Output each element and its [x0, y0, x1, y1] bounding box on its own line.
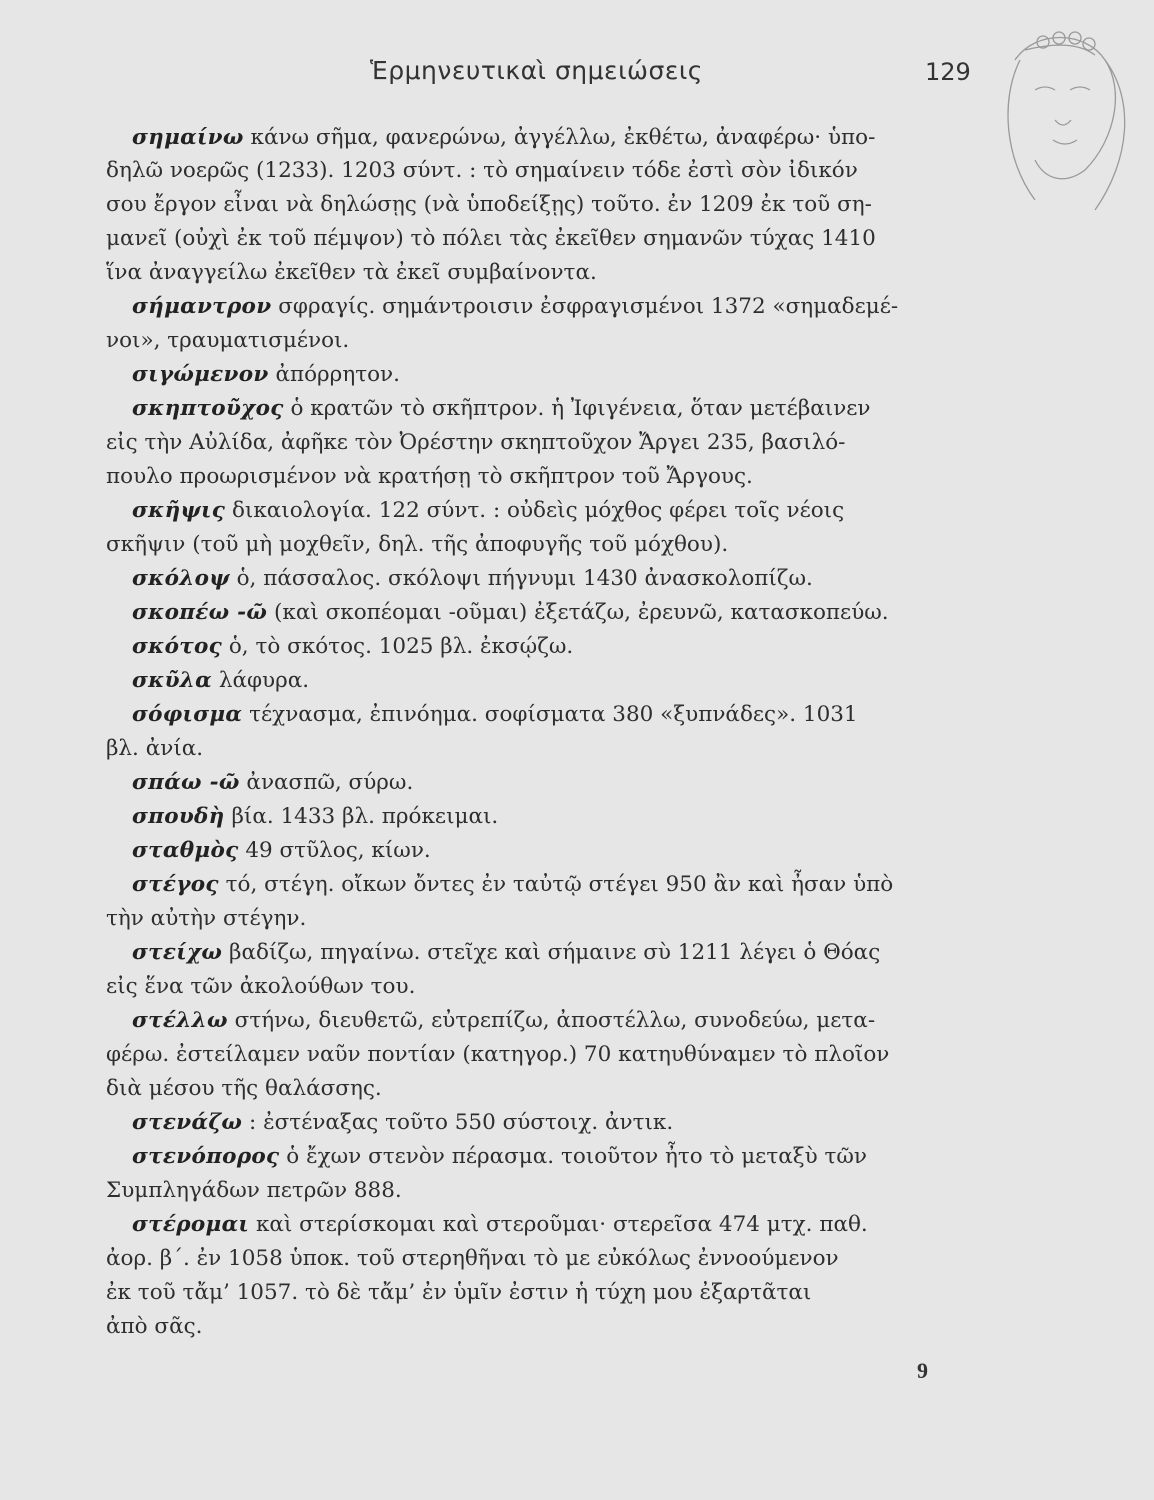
glossary-continuation-line	[106, 1312, 1006, 1342]
headword: στενόπορος	[132, 1144, 280, 1169]
headword: σήμαντρον	[132, 294, 272, 319]
glossary-entry-line	[132, 292, 1032, 322]
entry-text: λάφυρα.	[212, 668, 310, 693]
headword: σπουδὴ	[132, 804, 225, 829]
entry-text: τέχνασμα, ἐπινόημα. σοφίσματα 380 «ξυπνάδες». 1031	[242, 702, 858, 727]
glossary-continuation-line	[106, 156, 1006, 186]
glossary-entry-line	[132, 666, 1032, 696]
glossary-entry-line	[132, 360, 1032, 390]
entry-text: κάνω σῆμα, φανερώνω, ἀγγέλλω, ἐκθέτω, ἀναφέρω· ὑπο-	[243, 125, 876, 150]
headword: σταθμὸς	[132, 838, 239, 863]
glossary-entry-line	[132, 598, 1032, 628]
entry-text: δηλῶ νοερῶς (1233). 1203 σύντ. : τὸ σημαίνειν τόδε ἐστὶ σὸν ἰδικόν	[106, 158, 858, 183]
glossary-entry-line	[132, 394, 1032, 424]
entry-text: ἐκ τοῦ τἄμ’ 1057. τὸ δὲ τἄμ’ ἐν ὑμῖν ἐστιν ἡ τύχη μου ἐξαρτᾶται	[106, 1280, 812, 1305]
glossary-continuation-line	[106, 972, 1006, 1002]
glossary-entry-line	[132, 564, 1032, 594]
glossary-continuation-line	[106, 258, 1006, 288]
entry-text: βαδίζω, πηγαίνω. στεῖχε καὶ σήμαινε σὺ 1211 λέγει ὁ Θόας	[222, 940, 881, 965]
headword: στέρομαι	[132, 1212, 250, 1237]
entry-text: ἀνασπῶ, σύρω.	[239, 770, 414, 795]
headword: στείχω	[132, 940, 223, 965]
page-number: 129	[925, 58, 971, 86]
entry-text: δικαιολογία. 122 σύντ. : οὐδεὶς μόχθος φέρει τοῖς νέοις	[225, 498, 845, 523]
headword: σκότος	[132, 634, 223, 659]
glossary-continuation-line	[106, 1278, 1006, 1308]
entry-text: ἀπόρρητον.	[268, 362, 400, 387]
entry-text: τὴν αὐτὴν στέγην.	[106, 906, 307, 931]
headword: στέλλω	[132, 1008, 228, 1033]
entry-text: ὁ κρατῶν τὸ σκῆπτρον. ἡ Ἰφιγένεια, ὅταν μετέβαινεν	[283, 396, 871, 421]
glossary-continuation-line	[106, 1244, 1006, 1274]
entry-text: εἰς ἕνα τῶν ἀκολούθων του.	[106, 974, 416, 999]
glossary-entry-line	[132, 836, 1032, 866]
headword: σκοπέω -ῶ	[132, 600, 268, 625]
entry-text: εἰς τὴν Αὐλίδα, ἀφῆκε τὸν Ὀρέστην σκηπτοῦχον Ἄργει 235, βασιλό-	[106, 430, 846, 455]
entry-text: νοι», τραυματισμένοι.	[106, 328, 350, 353]
glossary-entry-line	[132, 768, 1032, 798]
entry-text: τό, στέγη. οἴκων ὄντες ἐν ταὐτῷ στέγει 950 ἂν καὶ ἦσαν ὑπὸ	[218, 872, 894, 897]
glossary-entry-line	[132, 123, 1032, 153]
entry-text: : ἐστέναξας τοῦτο 550 σύστοιχ. ἀντικ.	[242, 1110, 674, 1135]
glossary-entry-line	[132, 938, 1032, 968]
glossary-continuation-line	[106, 734, 1006, 764]
glossary-entry-line	[132, 802, 1032, 832]
entry-text: μανεῖ (οὐχὶ ἐκ τοῦ πέμψον) τὸ πόλει τὰς ἐκεῖθεν σημανῶν τύχας 1410	[106, 226, 876, 251]
headword: σημαίνω	[132, 125, 244, 150]
headword: σκηπτοῦχος	[132, 396, 284, 421]
entry-text: σου ἔργον εἶναι νὰ δηλώσῃς (νὰ ὑποδείξῃς) τοῦτο. ἐν 1209 ἐκ τοῦ ση-	[106, 192, 872, 217]
glossary-continuation-line	[106, 190, 1006, 220]
headword: σιγώμενον	[132, 362, 269, 387]
glossary-continuation-line	[106, 428, 1006, 458]
entry-text: ἵνα ἀναγγείλω ἐκεῖθεν τὰ ἐκεῖ συμβαίνοντα.	[106, 260, 597, 285]
glossary-continuation-line	[106, 1074, 1006, 1104]
headword: σκῆψις	[132, 498, 226, 523]
glossary-entry-line	[132, 700, 1032, 730]
glossary-entry-line	[132, 1210, 1032, 1240]
entry-text: σφραγίς. σημάντροισιν ἐσφραγισμένοι 1372 «σημαδεμέ-	[271, 294, 899, 319]
headword: στενάζω	[132, 1110, 243, 1135]
entry-text: (καὶ σκοπέομαι -οῦμαι) ἐξετάζω, ἐρευνῶ, κατασκοπεύω.	[267, 600, 889, 625]
entry-text: καὶ στερίσκομαι καὶ στεροῦμαι· στερεῖσα 474 μτχ. παθ.	[249, 1212, 868, 1237]
entry-text: πουλο προωρισμένον νὰ κρατήσῃ τὸ σκῆπτρον τοῦ Ἄργους.	[106, 464, 753, 489]
entry-text: στήνω, διευθετῶ, εὐτρεπίζω, ἀποστέλλω, συνοδεύω, μετα-	[227, 1008, 876, 1033]
headword: σπάω -ῶ	[132, 770, 240, 795]
glossary-continuation-line	[106, 462, 1006, 492]
glossary-continuation-line	[106, 904, 1006, 934]
entry-text: διὰ μέσου τῆς θαλάσσης.	[106, 1076, 382, 1101]
headword: στέγος	[132, 872, 219, 897]
entry-text: φέρω. ἐστείλαμεν ναῦν ποντίαν (κατηγορ.) 70 κατηυθύναμεν τὸ πλοῖον	[106, 1042, 890, 1067]
entry-text: ὁ ἔχων στενὸν πέρασμα. τοιοῦτον ἦτο τὸ μεταξὺ τῶν	[279, 1144, 867, 1169]
glossary-continuation-line	[106, 1176, 1006, 1206]
running-header-title: Ἑρμηνευτικαὶ σημειώσεις	[370, 56, 703, 85]
signature-mark: 9	[917, 1358, 928, 1383]
entry-text: Συμπληγάδων πετρῶν 888.	[106, 1178, 402, 1203]
entry-text: ἀορ. β΄. ἐν 1058 ὑποκ. τοῦ στερηθῆναι τὸ με εὐκόλως ἐννοούμενον	[106, 1246, 839, 1271]
glossary-continuation-line	[106, 1040, 1006, 1070]
glossary-entry-line	[132, 496, 1032, 526]
entry-text: βλ. ἀνία.	[106, 736, 204, 761]
glossary-continuation-line	[106, 224, 1006, 254]
glossary-entry-line	[132, 1006, 1032, 1036]
entry-text: ἀπὸ σᾶς.	[106, 1314, 203, 1339]
entry-text: βία. 1433 βλ. πρόκειμαι.	[224, 804, 499, 829]
glossary-entry-line	[132, 1142, 1032, 1172]
glossary-continuation-line	[106, 530, 1006, 560]
glossary-continuation-line	[106, 326, 1006, 356]
entry-text: σκῆψιν (τοῦ μὴ μοχθεῖν, δηλ. τῆς ἀποφυγῆς τοῦ μόχθου).	[106, 532, 729, 557]
headword: σκῦλα	[132, 668, 213, 693]
glossary-entry-line	[132, 1108, 1032, 1138]
entry-text: ὁ, πάσσαλος. σκόλοψι πήγνυμι 1430 ἀνασκολοπίζω.	[229, 566, 813, 591]
glossary-entry-line	[132, 870, 1032, 900]
headword: σκόλοψ	[132, 566, 230, 591]
headword: σόφισμα	[132, 702, 243, 727]
entry-text: 49 στῦλος, κίων.	[238, 838, 431, 863]
entry-text: ὁ, τὸ σκότος. 1025 βλ. ἐκσῴζω.	[222, 634, 574, 659]
glossary-entry-line	[132, 632, 1032, 662]
